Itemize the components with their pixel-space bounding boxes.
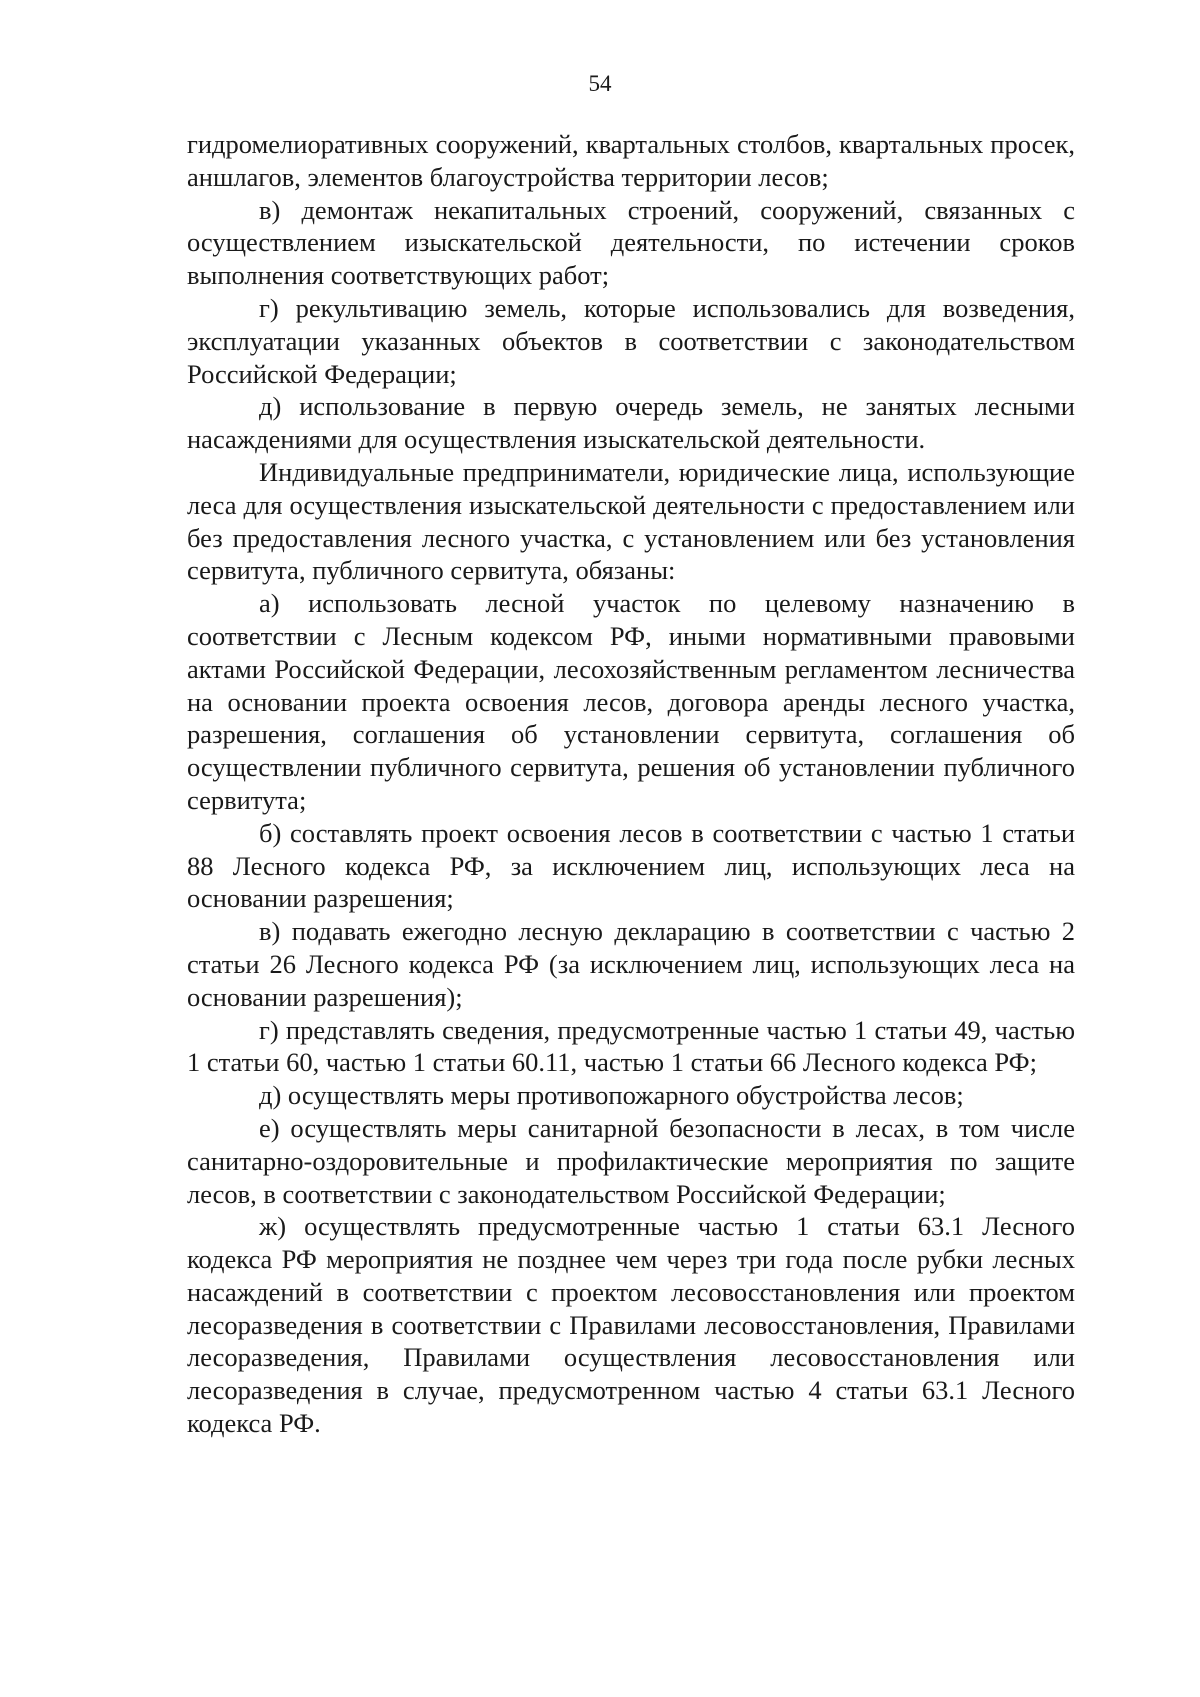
list-item-b-development-project: б) составлять проект освоения лесов в соответствии с частью 1 статьи 88 Лесного кодекса РФ, за исключением лиц, использующих леса на основании разрешения; [187, 817, 1075, 914]
list-item-v-dismantling: в) демонтаж некапитальных строений, сооружений, связанных с осуществлением изыскательской деятельности, по истечении сроков выполнения соответствующих работ; [187, 194, 1075, 291]
list-item-a-purpose-use: а) использовать лесной участок по целевому назначению в соответствии с Лесным кодексом РФ, иными нормативными правовыми актами Российской Федерации, лесохозяйственным регламентом лесничества на основании проекта освоения лесов, договора аренды лесного участка, разрешения, соглашения об установлении сервитута, соглашения об осуществлении публичного сервитута, решения об установлении публичного сервитута; [187, 588, 1075, 815]
list-item-d-fire-prevention: д) осуществлять меры противопожарного обустройства лесов; [259, 1080, 964, 1111]
list-item-d-land-use: д) использование в первую очередь земель, не занятых лесными насаждениями для осуществления изыскательской деятельности. [187, 391, 1075, 455]
paragraph-continuation: гидромелиоративных сооружений, квартальных столбов, квартальных просек, аншлагов, элементов благоустройства территории лесов; [187, 129, 1075, 192]
list-item-g-information: г) представлять сведения, предусмотренные частью 1 статьи 49, частью 1 статьи 60, частью 1 статьи 60.11, частью 1 статьи 66 Лесного кодекса РФ; [187, 1014, 1075, 1078]
page-number: 54 [588, 71, 612, 96]
list-item-zh-reforestation: ж) осуществлять предусмотренные частью 1 статьи 63.1 Лесного кодекса РФ мероприятия не позднее чем через три года после рубки лесных насаждений в соответствии с проектом лесовосстановления или проектом лесоразведения в соответствии с Правилами лесовосстановления, Правилами лесоразведения, Правилами осуществления лесовосстановления или лесоразведения в случае, предусмотренном частью 4 статьи 63.1 Лесного кодекса РФ. [187, 1211, 1075, 1439]
list-item-v-forest-declaration: в) подавать ежегодно лесную декларацию в соответствии с частью 2 статьи 26 Лесного кодекса РФ (за исключением лиц, использующих леса на основании разрешения); [187, 916, 1075, 1012]
list-item-e-sanitary-safety: е) осуществлять меры санитарной безопасности в лесах, в том числе санитарно-оздоровительные и профилактические мероприятия по защите лесов, в соответствии с законодательством Российской Федерации; [187, 1112, 1075, 1209]
page-body [187, 128, 1075, 1440]
list-item-g-recultivation: г) рекультивацию земель, которые использовались для возведения, эксплуатации указанных объектов в соответствии с законодательством Российской Федерации; [187, 292, 1075, 389]
paragraph-obligations-intro: Индивидуальные предприниматели, юридические лица, использующие леса для осуществления изыскательской деятельности с предоставлением или без предоставления лесного участка, с установлением или без установления сервитута, публичного сервитута, обязаны: [187, 456, 1075, 586]
